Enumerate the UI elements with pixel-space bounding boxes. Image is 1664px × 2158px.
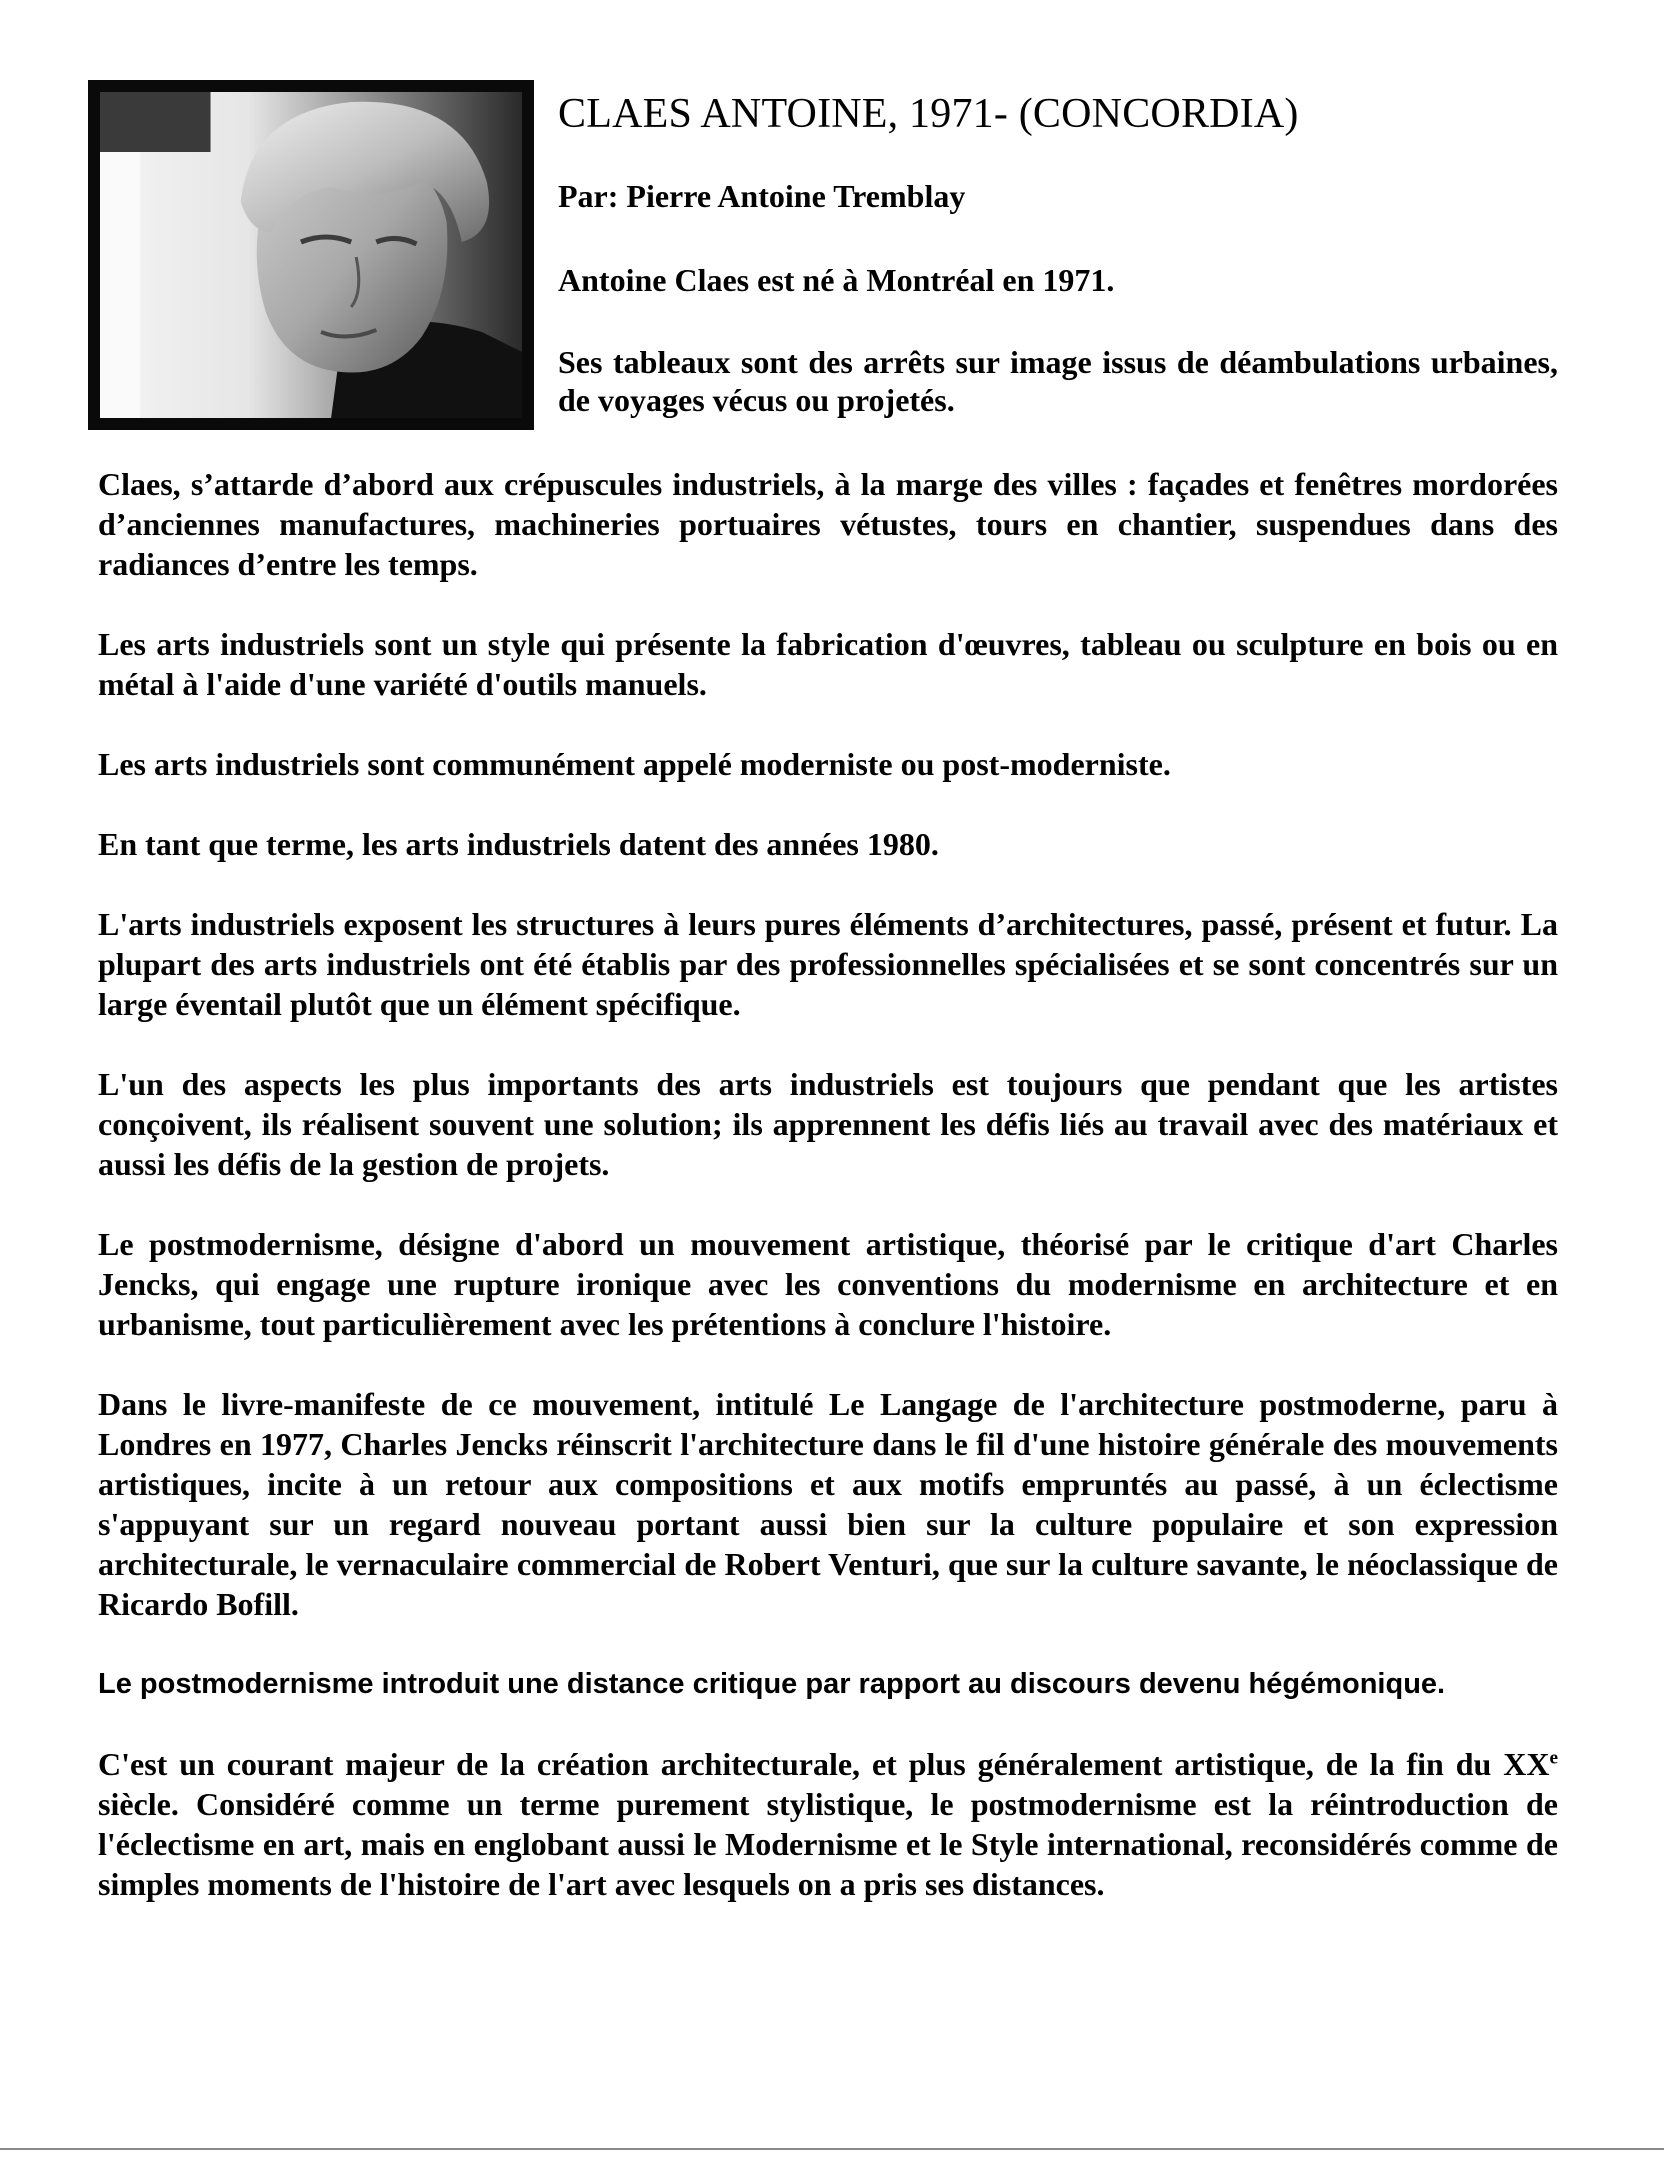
portrait-photo [88,80,534,430]
paragraph: L'un des aspects les plus importants des arts industriels est toujours que pendant que les artistes conçoivent, ils réalisent souvent une solution; ils apprennent les défis liés au travail avec des matériaux et aussi les défis de la gestion de projets. [98,1066,1558,1182]
paragraph-text: siècle. Considéré comme un terme purement stylistique, le postmodernisme est la réintroduction de l'éclectisme en art, mais en englobant aussi le Modernisme et le Style international, reconsidérés comme de simples moments de l'histoire de l'art avec lesquels on a pris ses distances. [98,1786,1558,1902]
article-body [98,464,1558,1944]
portrait-image [100,92,522,418]
paragraph: Dans le livre-manifeste de ce mouvement, intitulé Le Langage de l'architecture postmoderne, paru à Londres en 1977, Charles Jencks réinscrit l'architecture dans le fil d'une histoire générale des mouvements artistiques, incite à un retour aux compositions et aux motifs empruntés au passé, à un éclectisme s'appuyant sur un regard nouveau portant aussi bien sur la culture populaire et son expression architecturale, le vernaculaire commercial de Robert Venturi, que sur la culture savante, le néoclassique de Ricardo Bofill. [98,1386,1558,1622]
birth-line: Antoine Claes est né à Montréal en 1971. [558,262,1115,298]
paragraph: Le postmodernisme introduit une distance critique par rapport au discours devenu hégémonique. [98,1668,1446,1700]
intro-paragraph: Ses tableaux sont des arrêts sur image issus de déambulations urbaines, de voyages vécus ou projetés. [558,344,1558,418]
paragraph: Les arts industriels sont communément appelé moderniste ou post-moderniste. [98,746,1171,782]
page-title: CLAES ANTOINE, 1971- (CONCORDIA) [558,91,1299,137]
bottom-rule [0,2148,1664,2150]
paragraph-last [98,1744,1558,1904]
paragraph: Les arts industriels sont un style qui présente la fabrication d'œuvres, tableau ou sculpture en bois ou en métal à l'aide d'une variété d'outils manuels. [98,626,1558,702]
paragraph: Claes, s’attarde d’abord aux crépuscules industriels, à la marge des villes : façades et fenêtres mordorées d’anciennes manufactures, machineries portuaires vétustes, tours en chantier, suspendues dans des radiances d’entre les temps. [98,466,1558,582]
paragraph: En tant que terme, les arts industriels datent des années 1980. [98,826,939,862]
paragraph: L'arts industriels exposent les structures à leurs pures éléments d’architectures, passé, présent et futur. La plupart des arts industriels ont été établis par des professionnelles spécialisées et se sont concentrés sur un large éventail plutôt que un élément spécifique. [98,906,1558,1022]
paragraph: Le postmodernisme, désigne d'abord un mouvement artistique, théorisé par le critique d'art Charles Jencks, qui engage une rupture ironique avec les conventions du modernisme en architecture et en urbanisme, tout particulièrement avec les prétentions à conclure l'histoire. [98,1226,1558,1342]
superscript: e [1549,1747,1558,1769]
author-line: Par: Pierre Antoine Tremblay [558,178,966,214]
paragraph-text: C'est un courant majeur de la création architecturale, et plus généralement artistique, de la fin du XX [98,1746,1550,1782]
